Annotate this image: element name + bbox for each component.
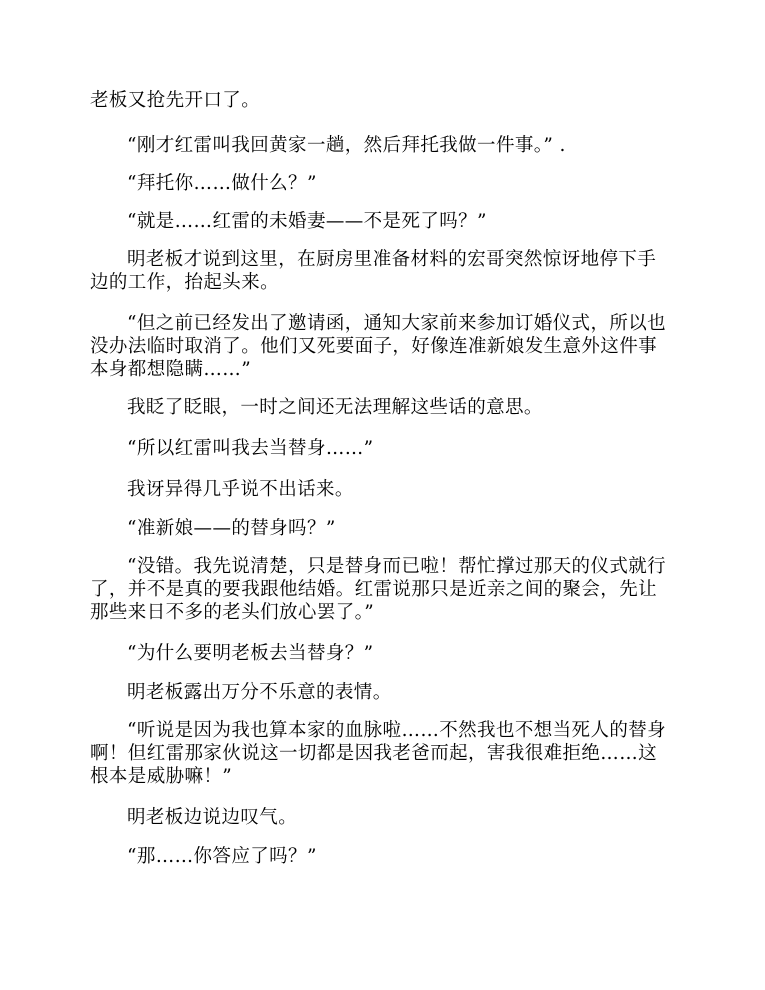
- paragraph-14: “听说是因为我也算本家的血脉啦……不然我也不想当死人的替身啊！但红雷那家伙说这一切都是因我老爸而起，害我很难拒绝……这根本是威胁嘛！”: [90, 720, 667, 787]
- paragraph-16: “那……你答应了吗？”: [127, 846, 317, 867]
- paragraph-9: 我讶异得几乎说不出话来。: [127, 479, 354, 500]
- paragraph-1: 老板又抢先开口了。: [90, 90, 261, 111]
- paragraph-3: “拜托你……做什么？”: [127, 173, 317, 194]
- paragraph-2: “刚才红雷叫我回黄家一趟，然后拜托我做一件事。” .: [127, 135, 566, 156]
- paragraph-8: “所以红雷叫我去当替身……”: [127, 438, 374, 459]
- paragraph-5: 明老板才说到这里，在厨房里准备材料的宏哥突然惊讶地停下手边的工作，抬起头来。: [90, 249, 657, 293]
- paragraph-15: 明老板边说边叹气。: [127, 807, 298, 828]
- paragraph-7: 我眨了眨眼，一时之间还无法理解这些话的意思。: [127, 397, 543, 418]
- paragraph-13: 明老板露出万分不乐意的表情。: [127, 682, 392, 703]
- paragraph-12: “为什么要明老板去当替身？”: [127, 643, 374, 664]
- paragraph-4: “就是……红雷的未婚妻——不是死了吗？”: [127, 211, 487, 232]
- paragraph-11: “没错。我先说清楚，只是替身而已啦！帮忙撑过那天的仪式就行了，并不是真的要我跟他结婚。红雷说那只是近亲之间的聚会，先让那些来日不多的老头们放心罢了。”: [90, 556, 667, 623]
- paragraph-6: “但之前已经发出了邀请函，通知大家前来参加订婚仪式，所以也没办法临时取消了。他们又死要面子，好像连准新娘发生意外这件事本身都想隐瞒……”: [90, 313, 667, 380]
- paragraph-10: “准新娘——的替身吗？”: [127, 518, 336, 539]
